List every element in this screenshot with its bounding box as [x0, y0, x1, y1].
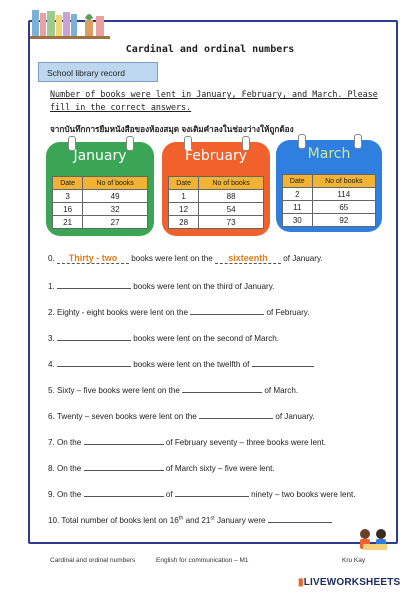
answer-field-2[interactable]: [190, 306, 264, 315]
answer-field-9b[interactable]: [175, 488, 249, 497]
answer-field-9a[interactable]: [84, 488, 164, 497]
table-row: 3 49: [53, 190, 148, 203]
answer-field-3[interactable]: [57, 332, 131, 341]
instructions: Number of books were lent in January, February, and March. Please fill in the correct answers.: [50, 89, 378, 112]
footer-right: Kru Kay: [342, 557, 366, 564]
question-2: 2. Eighty - eight books were lent on the of February.: [48, 308, 310, 317]
answer-field-4b[interactable]: [252, 358, 314, 367]
table-row: 2 114: [283, 188, 376, 201]
answer-field-10[interactable]: [268, 514, 332, 523]
table-row: 16 32: [53, 203, 148, 216]
answer-field-8[interactable]: [84, 462, 164, 471]
calendar-table: [52, 176, 148, 229]
page-title: Cardinal and ordinal numbers: [125, 44, 295, 55]
question-1: 1. books were lent on the third of January.: [48, 282, 275, 291]
question-10: 10. Total number of books lent on 16th and 21st January were: [48, 514, 388, 525]
answer-field-6[interactable]: [199, 410, 273, 419]
table-row: 12 54: [169, 203, 264, 216]
calendar-month: February: [184, 148, 248, 164]
table-row: 11 65: [283, 201, 376, 214]
col-header: Date: [169, 177, 199, 190]
footer-left: Cardinal and ordinal numbers: [50, 557, 136, 564]
answer-field-7[interactable]: [84, 436, 164, 445]
question-7: 7. On the of February seventy – three books were lent.: [48, 438, 326, 447]
col-header: Date: [53, 177, 83, 190]
kids-reading-illustration: [355, 526, 395, 556]
table-row: 21 27: [53, 216, 148, 229]
question-4: 4. books were lent on the twelfth of: [48, 358, 388, 369]
answer-field-4a[interactable]: [57, 358, 131, 367]
footer-middle: English for communication – M1: [156, 557, 249, 564]
calendar-february: [162, 142, 270, 236]
question-8: 8. On the of March sixty – five were lent.: [48, 464, 275, 473]
bookshelf-illustration: [30, 8, 110, 40]
question-9: 9. On the of ninety – two books were lent.: [48, 490, 356, 499]
liveworksheets-logo: ▮LIVEWORKSHEETS: [298, 577, 401, 588]
thai-instructions: จากบันทึกการยืมหนังสือของห้องสมุด จงเติมคำลงในช่องว่างให้ถูกต้อง: [50, 125, 294, 134]
answer-field-0b[interactable]: sixteenth: [215, 253, 281, 264]
calendar-month: March: [307, 146, 351, 162]
question-6: 6. Twenty – seven books were lent on the of January.: [48, 412, 315, 421]
calendar-table: [168, 176, 264, 229]
col-header: No of books: [199, 177, 264, 190]
calendar-month: January: [73, 148, 127, 164]
col-header: No of books: [83, 177, 148, 190]
answer-field-0a[interactable]: Thirty - two: [57, 253, 129, 264]
record-label: School library record: [38, 62, 158, 82]
col-header: No of books: [312, 175, 375, 188]
table-row: 1 88: [169, 190, 264, 203]
answer-field-1[interactable]: [57, 280, 131, 289]
question-3: 3. books were lent on the second of March.: [48, 334, 280, 343]
table-row: 28 73: [169, 216, 264, 229]
question-5: 5. Sixty – five books were lent on the of March.: [48, 386, 299, 395]
calendar-january: [46, 142, 154, 236]
answer-field-5[interactable]: [182, 384, 262, 393]
table-row: 30 92: [283, 214, 376, 227]
calendar-table: [282, 174, 376, 227]
question-0: 0. Thirty - two books were lent on the sixteenth of January.: [48, 253, 323, 263]
col-header: Date: [283, 175, 313, 188]
calendar-march: [276, 140, 382, 232]
